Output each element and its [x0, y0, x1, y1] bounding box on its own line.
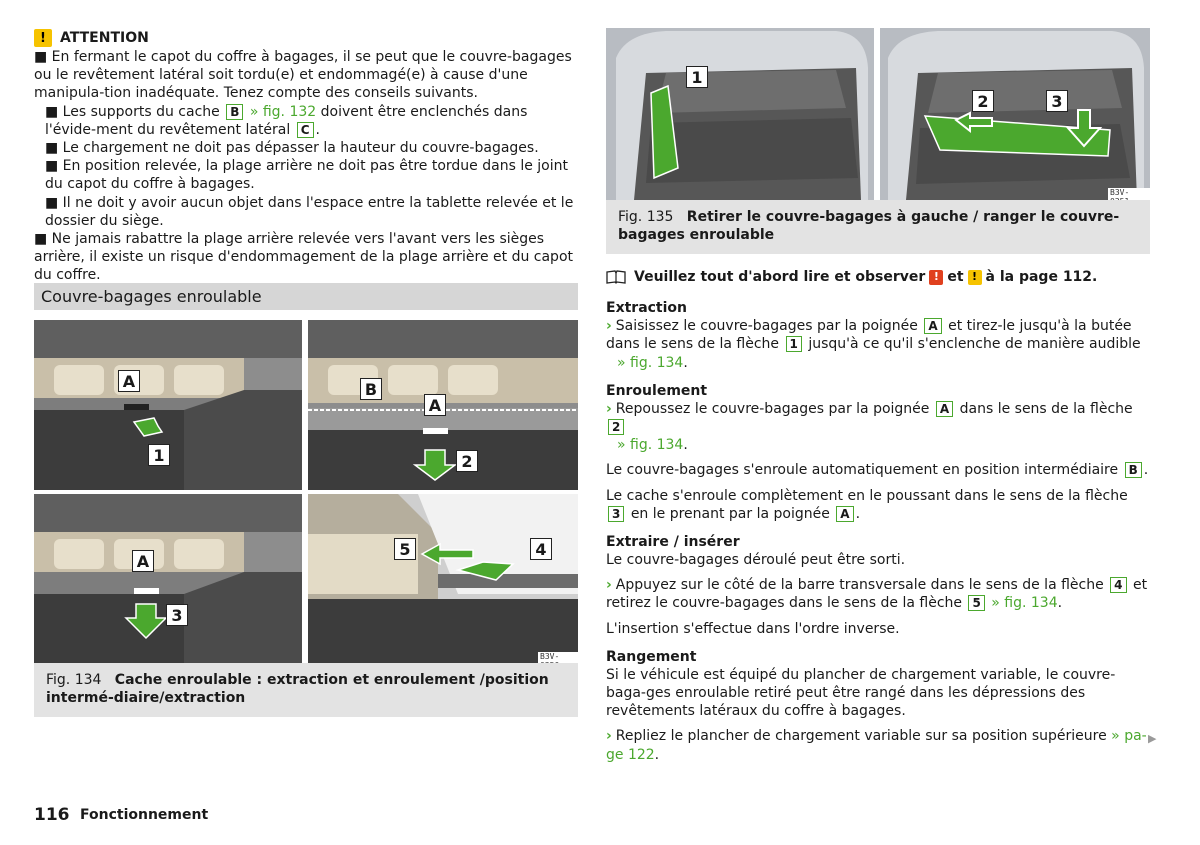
step-chevron-icon: ›	[606, 728, 612, 745]
footer-section-label: Fonctionnement	[80, 807, 209, 823]
fig134-panel-extraction	[34, 320, 302, 490]
fig-134-link-2[interactable]: » fig. 134	[617, 437, 684, 454]
step-chevron-icon: ›	[606, 318, 612, 335]
page-122-link[interactable]: » pa-ge 122	[606, 728, 1147, 763]
danger-icon: !	[929, 270, 943, 285]
right-text-column	[606, 268, 1150, 764]
enroulement-step: › Repoussez le couvre-bagages par la poignée A dans le sens de la flèche 2 » fig. 134.	[606, 400, 1133, 454]
warning-block	[34, 28, 578, 285]
figure-135	[606, 28, 1150, 200]
warning-title: ATTENTION	[60, 30, 149, 46]
fig135-caption-text: Retirer le couvre-bagages à gauche / ranger le couvre-bagages enroulable	[618, 209, 1120, 244]
step-chevron-icon: ›	[606, 400, 612, 417]
fig-134-link-1[interactable]: » fig. 134	[617, 354, 684, 371]
label-5: 5	[394, 538, 416, 560]
extraire-step: › Appuyez sur le côté de la barre transversale dans le sens de la flèche 4 et retirez le couvre-bagages dans le sens de la flèche 5 » fig. 134.	[606, 577, 1148, 612]
label-1: 1	[148, 444, 170, 466]
fig135-caption	[606, 200, 1150, 254]
extraire-para-2: L'insertion s'effectue dans l'ordre inverse.	[606, 620, 900, 637]
fig135-image-code: B3V-	[1108, 188, 1150, 206]
warning-bullet-4: ■ Il ne doit y avoir aucun objet dans l'espace entre la tablette relevée et le dossier du siège.	[45, 194, 574, 229]
continue-arrow-icon: ▶	[1148, 732, 1157, 745]
warning-outro: ■ Ne jamais rabattre la plage arrière relevée vers l'avant vers les sièges arrière, il existe un risque d'endommagement de la plage arrière et du capot du coffre.	[34, 231, 573, 284]
section-title: Couvre-bagages enroulable	[34, 283, 578, 310]
label-a-3: A	[132, 550, 154, 572]
warning-bullet-1: ■ Les supports du cache B » fig. 132 doivent être enclenchés dans l'évide-ment du revêtement latéral C .	[45, 103, 528, 138]
warning-icon-small: !	[968, 270, 982, 285]
extraire-title: Extraire / insérer	[606, 534, 740, 551]
fig134-panel-enroulement	[308, 320, 578, 490]
fig-134-link-3[interactable]: » fig. 134	[991, 595, 1058, 612]
fig135-label-2: 2	[972, 90, 994, 112]
key-b: B	[226, 104, 243, 120]
label-3: 3	[166, 604, 188, 626]
image-code: B3V-	[538, 652, 578, 670]
warning-icon: !	[34, 29, 52, 47]
label-a-2: A	[424, 394, 446, 416]
fig135-label-3: 3	[1046, 90, 1068, 112]
fig-132-link[interactable]: » fig. 132	[249, 103, 317, 120]
label-b: B	[360, 378, 382, 400]
fig134-caption-text: Cache enroulable : extraction et enroulement /position intermé-diaire/extraction	[46, 672, 549, 707]
read-first-note: Veuillez tout d'abord lire et observer ! et ! à la page 112.	[606, 268, 1150, 286]
warning-bullet-3: ■ En position relevée, la plage arrière ne doit pas être tordue dans le joint du capot du coffre à bagages.	[45, 158, 568, 193]
enroulement-para-2: Le cache s'enroule complètement en le poussant dans le sens de la flèche 3 en le prenant par la poignée A .	[606, 487, 1128, 522]
fig135-panel-right	[880, 28, 1150, 200]
fig134-panel-extract-insert	[308, 494, 578, 663]
fig134-panel-intermediate	[34, 494, 302, 663]
warning-intro: ■ En fermant le capot du coffre à bagages, il se peut que le couvre-bagages ou le revêtement latéral soit tordu(e) et endommagé(e) à cause d'une manipula-tion inadéquate. Tenez compte des conseils suivants.	[34, 49, 572, 102]
rangement-para: Si le véhicule est équipé du plancher de chargement variable, le couvre-baga-ges enroulable retiré peut être rangé dans les dépressions des revêtements latéraux du coffre à bagages.	[606, 666, 1116, 720]
book-icon	[606, 270, 626, 284]
enroulement-para-1: Le couvre-bagages s'enroule automatiquement en position intermédiaire B .	[606, 462, 1149, 479]
label-4: 4	[530, 538, 552, 560]
warning-heading	[34, 28, 578, 48]
rangement-step: › Repliez le plancher de chargement variable sur sa position supérieure » pa-ge 122.	[606, 728, 1147, 763]
fig134-number: Fig. 134	[46, 672, 102, 688]
label-2: 2	[456, 450, 478, 472]
fig134-caption	[34, 663, 578, 717]
warning-bullet-2: ■ Le chargement ne doit pas dépasser la hauteur du couvre-bagages.	[45, 140, 539, 157]
enroulement-title: Enroulement	[606, 382, 708, 399]
extraction-title: Extraction	[606, 300, 688, 317]
fig135-label-1: 1	[686, 66, 708, 88]
key-c: C	[297, 122, 314, 138]
step-chevron-icon: ›	[606, 577, 612, 594]
fig135-number: Fig. 135	[618, 209, 674, 225]
page-number: 116	[34, 805, 70, 825]
label-a: A	[118, 370, 140, 392]
fig135-panel-left	[606, 28, 874, 200]
rangement-title: Rangement	[606, 648, 697, 665]
extraire-para-1: Le couvre-bagages déroulé peut être sorti.	[606, 552, 906, 569]
extraction-step: › Saisissez le couvre-bagages par la poignée A et tirez-le jusqu'à la butée dans le sens de la flèche 1 jusqu'à ce qu'il s'enclenche de manière audible » fig. 134.	[606, 318, 1141, 371]
figure-134	[34, 320, 578, 663]
